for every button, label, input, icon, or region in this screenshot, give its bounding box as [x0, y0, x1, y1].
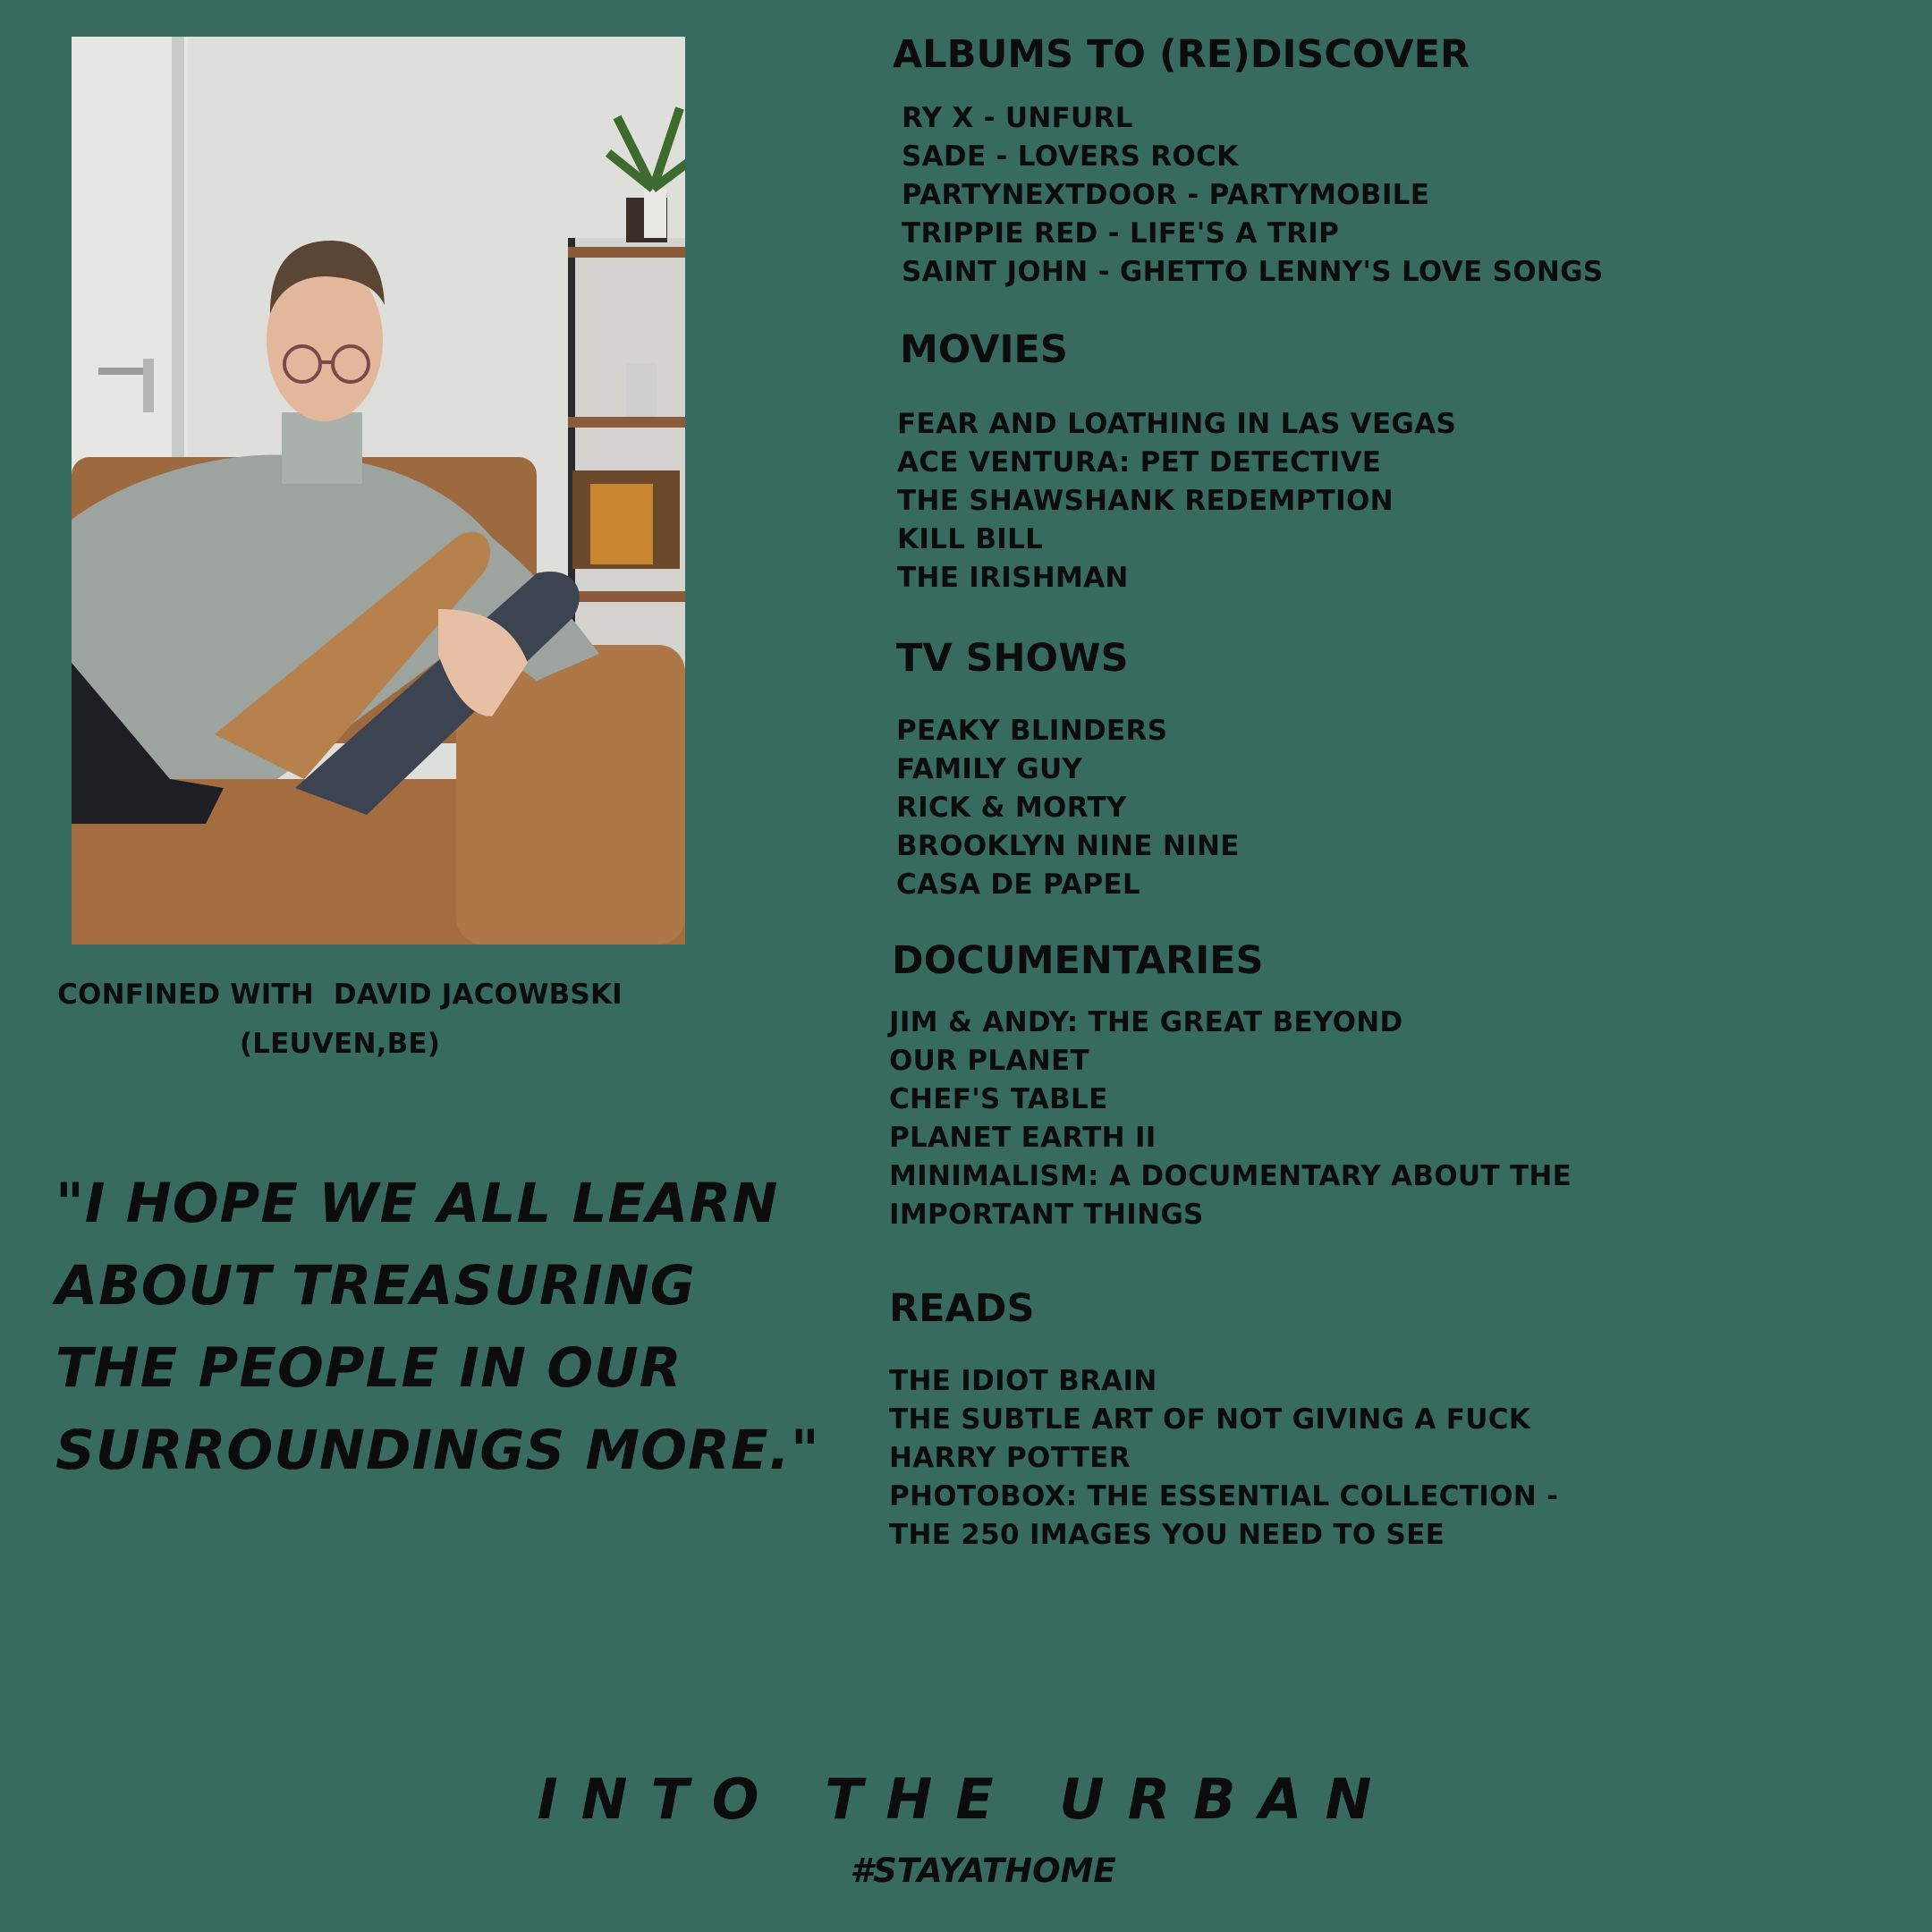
- section-title-reads: READS: [889, 1286, 1035, 1331]
- section-documentaries: [889, 938, 1786, 1234]
- quote-line: "I HOPE WE ALL LEARN: [55, 1172, 779, 1235]
- list-item: OUR PLANET: [889, 1045, 1089, 1077]
- list-item: FEAR AND LOATHING IN LAS VEGAS: [897, 408, 1457, 440]
- tv-shows-list: [896, 712, 1791, 904]
- list-item: CASA DE PAPEL: [896, 869, 1140, 901]
- movies-list: [897, 405, 1794, 597]
- list-item: FAMILY GUY: [896, 753, 1083, 785]
- list-item: CHEF'S TABLE: [889, 1083, 1108, 1115]
- list-item: THE SHAWSHANK REDEMPTION: [897, 485, 1394, 517]
- list-item: KILL BILL: [897, 523, 1044, 555]
- list-item: THE IDIOT BRAIN: [889, 1365, 1157, 1397]
- portrait-photo-illustration: [72, 37, 685, 945]
- list-item: PEAKY BLINDERS: [896, 715, 1168, 747]
- quote-line: SURROUNDINGS MORE.": [55, 1419, 820, 1482]
- list-item: SADE - LOVERS ROCK: [902, 140, 1239, 173]
- list-item: THE IRISHMAN: [897, 562, 1129, 594]
- list-item: IMPORTANT THINGS: [889, 1199, 1204, 1231]
- list-item: RY X - UNFURL: [902, 102, 1133, 134]
- list-item: RICK & MORTY: [896, 792, 1127, 824]
- brand-title: INTO THE URBAN: [537, 1767, 1395, 1832]
- section-title-movies: MOVIES: [900, 327, 1068, 372]
- hashtag: #STAYATHOME: [850, 1852, 1116, 1890]
- list-item: TRIPPIE RED - LIFE'S A TRIP: [902, 217, 1340, 250]
- list-item: JIM & ANDY: THE GREAT BEYOND: [889, 1006, 1403, 1038]
- list-item: PHOTOBOX: THE ESSENTIAL COLLECTION -: [889, 1480, 1559, 1513]
- list-item: THE 250 IMAGES YOU NEED TO SEE: [889, 1519, 1445, 1551]
- list-item: MINIMALISM: A DOCUMENTARY ABOUT THE: [889, 1160, 1572, 1192]
- photo-caption: [36, 970, 644, 1069]
- section-title-albums: ALBUMS TO (RE)DISCOVER: [893, 32, 1470, 77]
- section-title-tv-shows: TV SHOWS: [896, 636, 1129, 681]
- section-movies: [897, 327, 1794, 597]
- section-reads: [889, 1286, 1784, 1555]
- documentaries-list: [889, 1004, 1786, 1234]
- caption-name: CONFINED WITH DAVID JACOWBSKI: [57, 979, 623, 1011]
- section-albums: [893, 32, 1787, 292]
- section-tv-shows: [896, 636, 1791, 904]
- list-item: BROOKLYN NINE NINE: [896, 830, 1240, 862]
- reads-list: [889, 1362, 1784, 1555]
- list-item: SAINT JOHN - GHETTO LENNY'S LOVE SONGS: [902, 256, 1604, 288]
- portrait-photo: [72, 37, 685, 945]
- quote-line: ABOUT TREASURING: [55, 1254, 696, 1318]
- list-item: THE SUBTLE ART OF NOT GIVING A FUCK: [889, 1403, 1531, 1436]
- list-item: HARRY POTTER: [889, 1442, 1131, 1474]
- list-item: PLANET EARTH II: [889, 1122, 1157, 1154]
- list-item: PARTYNEXTDOOR - PARTYMOBILE: [902, 179, 1430, 211]
- list-item: ACE VENTURA: PET DETECTIVE: [897, 446, 1382, 479]
- caption-location: (LEUVEN,BE): [239, 1028, 441, 1060]
- quote-line: THE PEOPLE IN OUR: [55, 1336, 682, 1400]
- albums-list: [902, 99, 1787, 292]
- section-title-documentaries: DOCUMENTARIES: [892, 938, 1264, 983]
- pull-quote: [55, 1163, 860, 1492]
